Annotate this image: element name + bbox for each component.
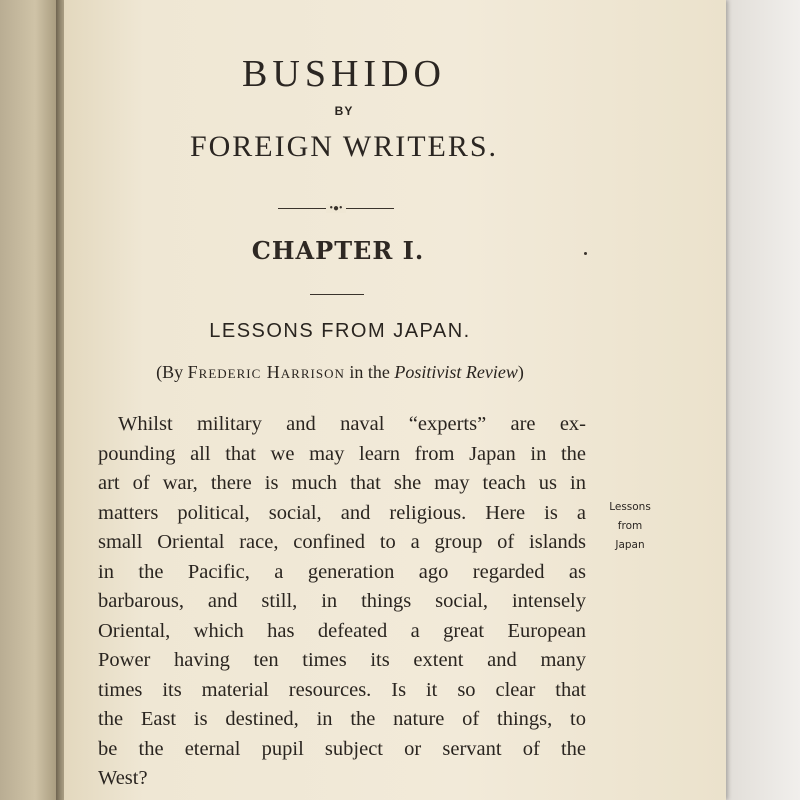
body-line: barbarous, and still, in things social, intensely xyxy=(98,590,586,612)
body-line: Whilst military and naval “experts” are ex- xyxy=(118,413,586,435)
body-line: small Oriental race, confined to a group of islands xyxy=(98,531,586,553)
body-line: art of war, there is much that she may teach us in xyxy=(98,472,586,494)
ornament-divider xyxy=(278,204,394,214)
chapter-rule xyxy=(310,294,364,295)
body-line: West? xyxy=(98,767,148,789)
book-title: BUSHIDO xyxy=(242,53,446,95)
body-line: be the eternal pupil subject or servant of the xyxy=(98,737,586,760)
section-title: LESSONS FROM JAPAN. xyxy=(209,320,471,342)
body-line: Power having ten times its extent and many xyxy=(98,649,586,671)
margin-note xyxy=(598,498,662,555)
credit-close: ) xyxy=(517,362,524,382)
speck-mark xyxy=(584,252,587,255)
book-page xyxy=(64,0,726,800)
margin-note-line: Japan xyxy=(615,539,645,551)
credit-open: (By xyxy=(156,362,188,382)
by-line: BY xyxy=(334,104,354,118)
author-credit xyxy=(64,362,616,383)
credit-middle: in the xyxy=(344,362,395,382)
ornament-knot-icon: •●• xyxy=(326,204,346,213)
credit-author: Frederic Harrison xyxy=(187,362,345,382)
chapter-heading: CHAPTER I. xyxy=(251,236,425,265)
body-line: times its material resources. Is it so clear that xyxy=(98,678,586,701)
margin-note-line: Lessons xyxy=(609,501,651,513)
body-line: matters political, social, and religious. Here is a xyxy=(98,501,586,524)
body-line: in the Pacific, a generation ago regarded as xyxy=(98,560,586,583)
facing-page-edge xyxy=(0,0,64,800)
margin-note-line: from xyxy=(617,520,643,532)
body-line: the East is destined, in the nature of things, to xyxy=(98,708,586,730)
body-line: Oriental, which has defeated a great European xyxy=(98,619,586,642)
body-line: pounding all that we may learn from Japan in the xyxy=(98,442,586,465)
credit-publication: Positivist Review xyxy=(394,362,518,382)
book-subtitle: FOREIGN WRITERS. xyxy=(189,130,499,163)
body-paragraph xyxy=(98,410,586,794)
